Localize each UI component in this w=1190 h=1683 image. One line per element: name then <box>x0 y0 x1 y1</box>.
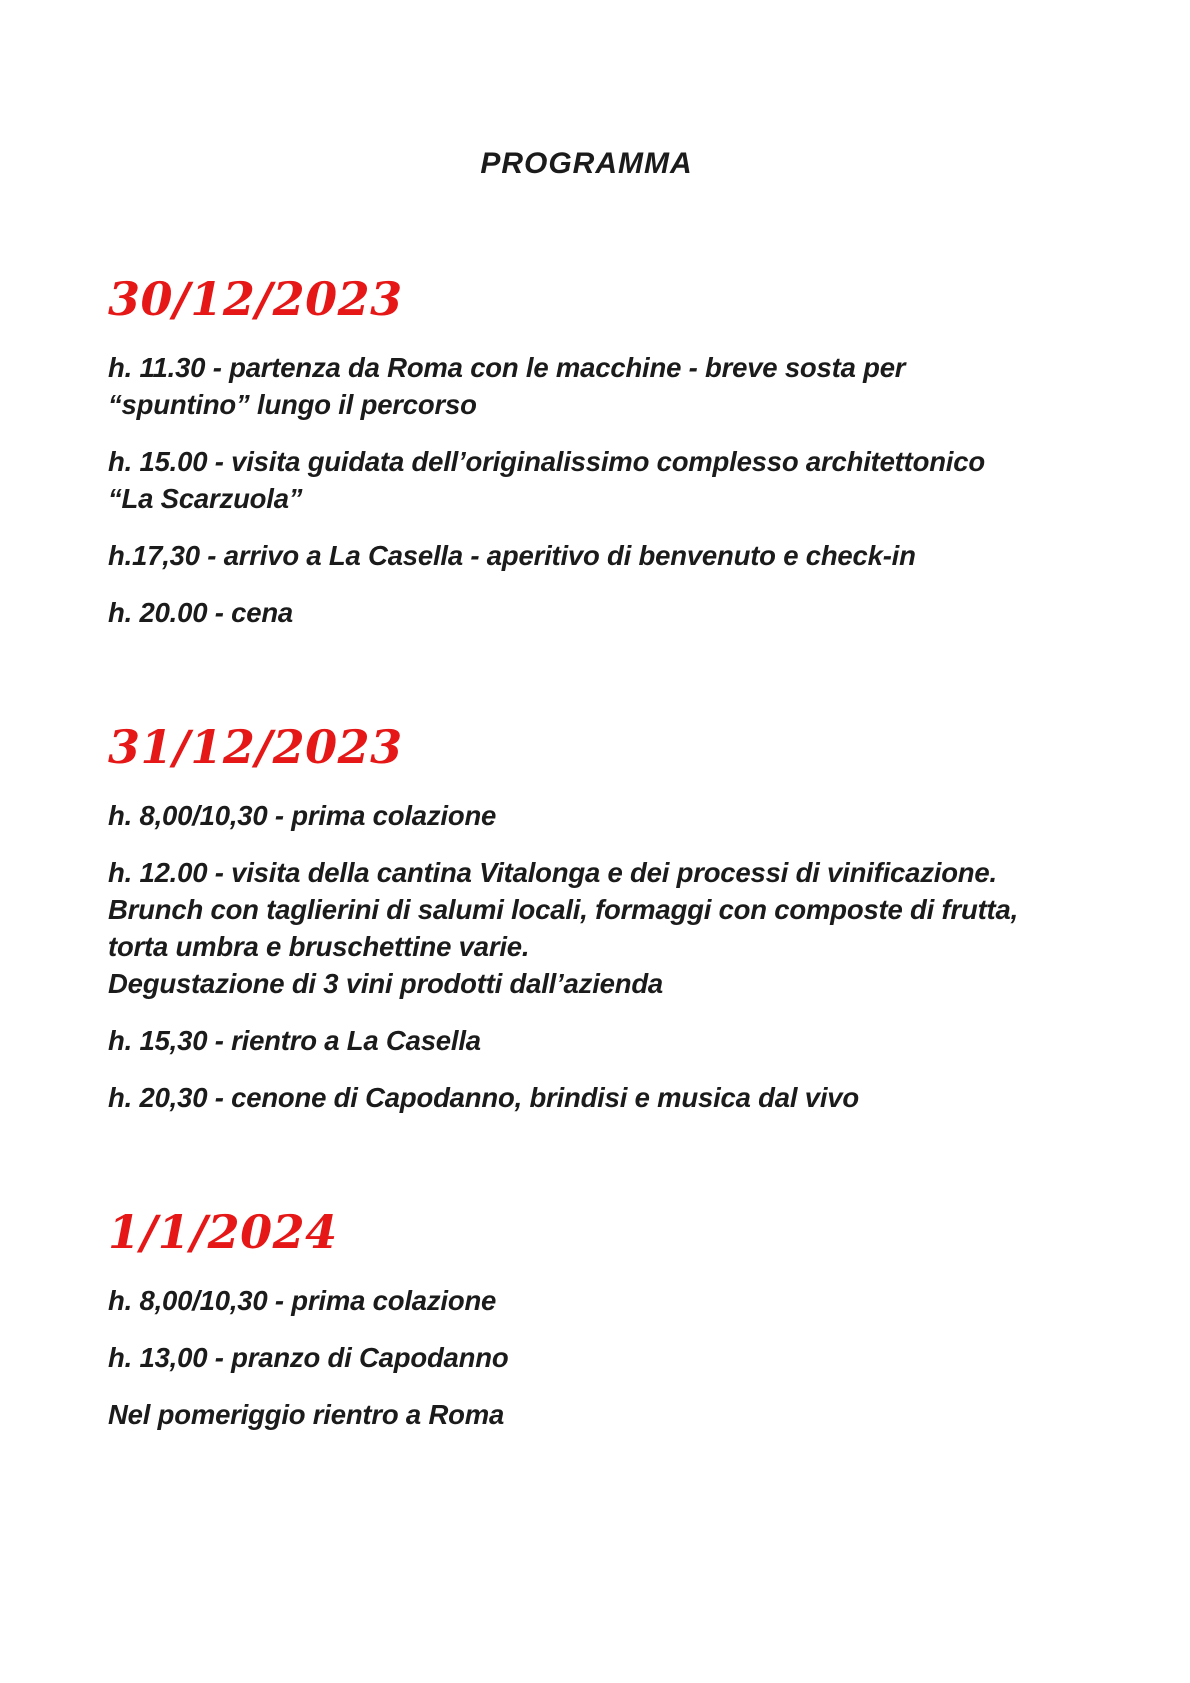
schedule-line: torta umbra e bruschettine varie. <box>108 931 530 962</box>
schedule-line: h. 15,30 - rientro a La Casella <box>108 1025 481 1056</box>
schedule-paragraph <box>108 1339 1095 1376</box>
date-heading: 31/12/2023 <box>108 720 403 774</box>
schedule-paragraph <box>108 349 1095 423</box>
program-day-section <box>108 1204 1095 1433</box>
document-title: PROGRAMMA <box>480 147 693 180</box>
schedule-line: Brunch con taglierini di salumi locali, formaggi con composte di frutta, <box>108 894 1019 925</box>
schedule-paragraph <box>108 594 1095 631</box>
schedule-paragraph <box>108 854 1095 1002</box>
schedule-line: h. 8,00/10,30 - prima colazione <box>108 1285 497 1316</box>
program-day-section <box>108 271 1095 631</box>
schedule-paragraph <box>108 1282 1095 1319</box>
schedule-paragraph <box>108 1022 1095 1059</box>
schedule-paragraph <box>108 443 1095 517</box>
schedule-paragraph <box>108 797 1095 834</box>
schedule-line: h. 11.30 - partenza da Roma con le macchine - breve sosta per <box>108 352 906 383</box>
schedule-line: h.17,30 - arrivo a La Casella - aperitivo di benvenuto e check-in <box>108 540 916 571</box>
schedule-line: h. 13,00 - pranzo di Capodanno <box>108 1342 509 1373</box>
schedule-paragraph <box>108 1079 1095 1116</box>
schedule-line: Nel pomeriggio rientro a Roma <box>108 1399 505 1430</box>
schedule-paragraph <box>108 1396 1095 1433</box>
date-heading: 1/1/2024 <box>108 1205 338 1259</box>
program-day-section <box>108 719 1095 1116</box>
schedule-line: h. 20.00 - cena <box>108 597 294 628</box>
schedule-paragraph <box>108 537 1095 574</box>
schedule-line: “spuntino” lungo il percorso <box>108 389 477 420</box>
schedule-line: h. 15.00 - visita guidata dell’originalissimo complesso architettonico <box>108 446 985 477</box>
schedule-line: h. 8,00/10,30 - prima colazione <box>108 800 497 831</box>
date-heading: 30/12/2023 <box>108 272 403 326</box>
schedule-line: Degustazione di 3 vini prodotti dall’azienda <box>108 968 664 999</box>
schedule-line: h. 20,30 - cenone di Capodanno, brindisi e musica dal vivo <box>108 1082 859 1113</box>
schedule-line: “La Scarzuola” <box>108 483 303 514</box>
schedule-line: h. 12.00 - visita della cantina Vitalonga e dei processi di vinificazione. <box>108 857 997 888</box>
